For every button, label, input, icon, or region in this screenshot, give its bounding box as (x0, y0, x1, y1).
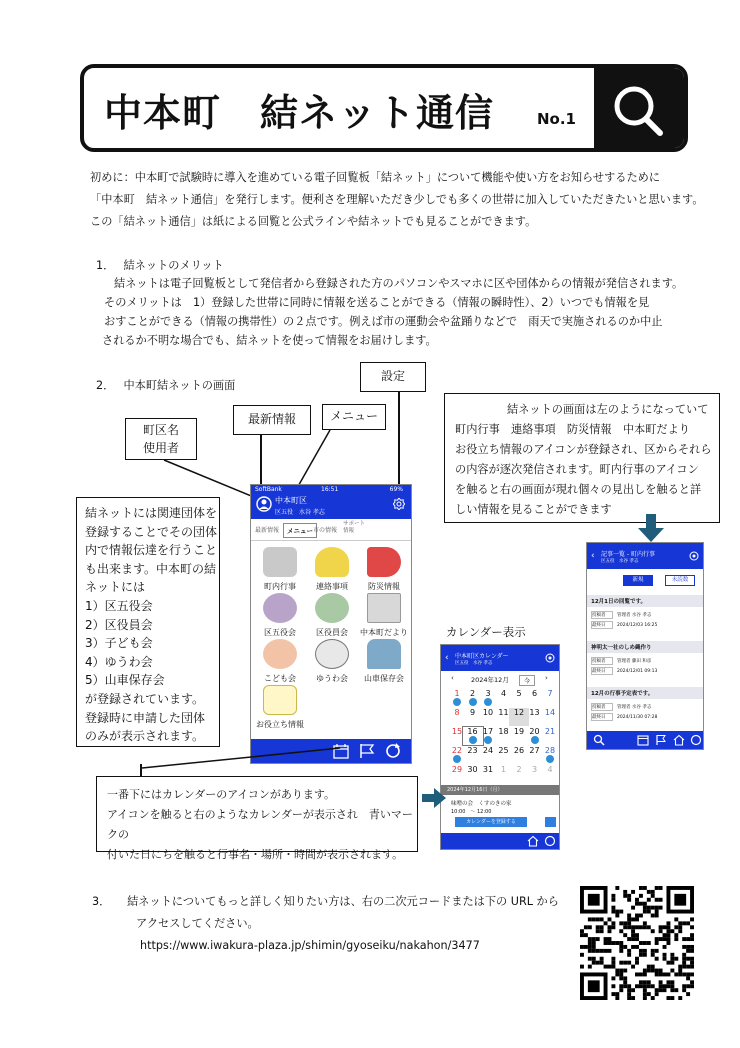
calendar-day[interactable] (540, 765, 560, 783)
calendar-day-number: 20 (529, 727, 540, 736)
calendar-explanation-line: 一番下にはカレンダーのアイコンがあります。 (107, 788, 335, 801)
unread-button[interactable]: 未読数 (665, 575, 695, 586)
calendar-day-number: 4 (500, 689, 507, 698)
calendar-day-number: 24 (482, 746, 494, 755)
calendar-day[interactable] (540, 708, 560, 726)
phone-calendar-bottom-bar (441, 833, 559, 849)
label-menu: メニュー (322, 404, 386, 430)
post-title: 神明太一社のしめ縄作り (587, 641, 704, 653)
groups-line: 4）ゆうわ会 (85, 654, 153, 669)
calendar-day-number: 3 (485, 689, 491, 698)
selected-date-bar: 2024年12月16日（月） (441, 785, 559, 795)
phone-calendar-header (441, 645, 559, 671)
calendar-explanation-box (96, 776, 418, 861)
menu-item-label: 山車保存会 (364, 674, 404, 683)
post-date: 2024/11/30 07:28 (617, 715, 658, 720)
label-settings: 設定 (360, 362, 426, 392)
status-battery: 69% (389, 486, 403, 493)
label-latest: 最新情報 (233, 405, 311, 435)
connector-latest (260, 435, 262, 491)
megaphone-icon (367, 547, 401, 577)
menu-item-label: 区役員会 (316, 628, 348, 637)
bell-icon (315, 547, 349, 577)
calendar-day-number: 3 (531, 765, 538, 774)
event-dot-icon (453, 698, 461, 706)
children-icon (263, 639, 297, 669)
groups-line: が登録されています。 (85, 691, 205, 706)
calendar-explanation-line: アイコンを触ると右のようなカレンダーが表示され 青いマークの (107, 808, 413, 841)
calendar-month: 2024年12月 (471, 676, 509, 684)
calendar-day-number: 25 (498, 746, 509, 755)
calendar-day-number: 29 (451, 765, 463, 774)
groups-line: 登録時に申請した団体 (85, 710, 206, 725)
intro-line-2: 「中本町 結ネット通信」を発行します。便利さを理解いただき少しでも多くの世帯に加入していただきたいと思います。 (90, 193, 704, 206)
calendar-day-number: 21 (544, 727, 556, 736)
label-district: 町区名 (142, 423, 179, 437)
search-icon[interactable] (593, 734, 605, 746)
user-icon (256, 496, 272, 512)
calendar-day-number: 26 (513, 746, 525, 755)
group-icon (315, 593, 349, 623)
author-label: 投稿者 (591, 703, 613, 711)
calendar-day-number: 4 (547, 765, 553, 774)
building-icon (263, 547, 297, 577)
calendar-day-number: 30 (467, 765, 478, 774)
issue-number: No.1 (537, 110, 576, 128)
groups-explanation-box (76, 497, 220, 747)
event-dot-icon (469, 698, 477, 706)
screen-explanation-box (444, 393, 720, 523)
menu-item-label: 中本町だより (360, 628, 408, 637)
calendar-day-number: 2 (469, 689, 476, 698)
explanation-line: 結ネットの画面は左のようになっていて (507, 403, 709, 416)
menu-item-newsletter[interactable] (355, 593, 412, 638)
refresh-icon[interactable] (385, 743, 401, 759)
user-name: 区五役 水谷 孝志 (275, 509, 325, 516)
calendar-day-number: 31 (482, 765, 494, 774)
calendar-day-number: 6 (531, 689, 538, 698)
groups-line: 3）子ども会 (85, 636, 153, 651)
newspaper-icon (367, 593, 401, 623)
home-icon[interactable] (673, 734, 685, 746)
event-dot-icon (484, 736, 492, 744)
qr-code[interactable] (580, 886, 694, 1000)
event-time: 10:00 ～ 12:00 (451, 809, 492, 815)
calendar-day-number: 27 (529, 746, 540, 755)
calendar-day-number: 7 (547, 689, 553, 698)
phone-main-tabs (251, 519, 411, 541)
event-dot-icon (546, 755, 554, 763)
refresh-icon[interactable] (690, 734, 702, 746)
list-view-icon[interactable] (545, 817, 556, 827)
post-title: 12月1日の回覧です。 (587, 595, 704, 607)
calendar-day-number: 19 (513, 727, 525, 736)
flag-icon[interactable] (359, 743, 375, 759)
section3-line-2: アクセスしてください。 (136, 917, 259, 930)
explanation-line: の内容が逐次発信されます。町内行事のアイコン (455, 463, 699, 476)
calendar-day[interactable] (540, 689, 560, 707)
phone-list-header (587, 543, 703, 569)
calendar-explanation-line: 付いた日にちを触ると行事名・場所・時間が表示されます。 (107, 848, 404, 861)
post-date: 2024/12/03 16:25 (617, 623, 658, 628)
back-icon[interactable]: ‹ (445, 653, 449, 663)
author: 管理者 藤田 和彦 (617, 659, 652, 664)
post-date: 2024/12/01 09:13 (617, 669, 658, 674)
flag-icon[interactable] (655, 734, 667, 746)
groups-line: のみが表示されます。 (85, 729, 205, 744)
calendar-day-number: 12 (513, 708, 525, 717)
menu-item-label: 防災情報 (368, 582, 400, 591)
page-title: 中本町 結ネット通信 (104, 91, 495, 135)
phone-calendar-screen (440, 644, 560, 850)
connector-settings (398, 392, 400, 484)
search-icon (594, 68, 684, 152)
elderly-icon (315, 639, 349, 669)
menu-item-label: 町内行事 (264, 582, 296, 591)
explanation-line: しい情報を見ることができます (455, 503, 612, 516)
list-title: 記事一覧 - 町内行事 (601, 551, 655, 558)
explanation-line: 町内行事 連絡事項 防災情報 中本町だより (455, 423, 690, 436)
menu-item-kuyakuinkai[interactable] (303, 593, 361, 638)
author: 管理者 水谷 孝志 (617, 613, 652, 618)
event-dot-icon (484, 698, 492, 706)
tab-city-info[interactable]: 市の情報 (313, 527, 338, 534)
calendar-day-number: 23 (467, 746, 478, 755)
section3-url[interactable]: https://www.iwakura-plaza.jp/shimin/gyoseiku/nakahon/3477 (140, 939, 480, 952)
home-icon[interactable] (527, 835, 539, 847)
groups-line: 内で情報伝達を行うこと (85, 543, 218, 558)
groups-line: 5）山車保存会 (85, 673, 165, 688)
post-title: 12月の行事予定表です。 (587, 687, 704, 699)
author-label: 投稿者 (591, 611, 613, 619)
explanation-line: お役立ち情報のアイコンが登録され、区からそれら (455, 443, 712, 456)
header-banner (80, 64, 688, 152)
tab-latest[interactable]: 最新情報 (255, 527, 280, 534)
calendar-day-number: 17 (482, 727, 494, 736)
groups-line: 1）区五役会 (85, 598, 153, 613)
event-dot-icon (531, 736, 539, 744)
prev-month-icon[interactable]: ‹ (451, 674, 454, 682)
calendar-day-number: 28 (544, 746, 556, 755)
tab-menu[interactable]: メニュー (283, 523, 317, 538)
calendar-day-number: 22 (451, 746, 463, 755)
menu-item-label: 連絡事項 (316, 582, 348, 591)
list-item[interactable] (587, 595, 704, 639)
calendar-day-number: 1 (454, 689, 460, 698)
refresh-icon[interactable] (544, 835, 556, 847)
groups-line: 2）区役員会 (85, 617, 153, 632)
arrow-down-icon (638, 514, 664, 542)
phone-list-bottom-bar (587, 731, 703, 749)
district-name: 中本町区 (275, 496, 307, 505)
date-label: 最終日 (591, 621, 613, 629)
gear-icon[interactable] (393, 498, 405, 510)
calendar-day-number: 10 (482, 708, 494, 717)
phone-main-header (251, 485, 411, 519)
section3-line-1: 3． 結ネットについてもっと詳しく知りたい方は、右の二次元コードまたは下の URL から (92, 895, 559, 908)
gear-icon[interactable] (545, 653, 555, 663)
calendar-day-number: 14 (544, 708, 556, 717)
float-icon (367, 639, 401, 669)
calendar-subtitle: 区五役 水谷 孝志 (455, 661, 493, 666)
register-calendar-button[interactable]: カレンダーを登録する (455, 817, 527, 827)
next-month-icon[interactable]: › (545, 674, 548, 682)
event-dot-icon (469, 736, 477, 744)
menu-item-useful-info[interactable] (251, 685, 309, 730)
calendar-title: 中本町区カレンダー (455, 653, 509, 660)
label-district-user (125, 418, 197, 460)
menu-item-label: ゆうわ会 (316, 674, 348, 683)
calendar-icon[interactable] (637, 734, 649, 746)
groups-line: 結ネットには関連団体を (85, 506, 218, 520)
status-time: 16:51 (321, 486, 339, 493)
section1-line-1: 結ネットは電子回覧板として発信者から登録された方のパソコンやスマホに区や団体からの情報が発信されます。 (114, 277, 684, 290)
menu-item-label: お役立ち情報 (256, 720, 304, 729)
label-user: 使用者 (142, 441, 179, 455)
calendar-day-number: 11 (498, 708, 509, 717)
calendar-day-number: 16 (467, 727, 478, 736)
intro-line-1: 初めに：中本町で試験時に導入を進めている電子回覧板「結ネット」について機能や使い方をお知らせするために (90, 171, 661, 184)
phone-list-screen (586, 542, 704, 750)
date-label: 最終日 (591, 667, 613, 675)
date-label: 最終日 (591, 713, 613, 721)
back-icon[interactable]: ‹ (591, 551, 595, 561)
status-carrier: SoftBank (255, 486, 282, 493)
menu-item-events[interactable] (251, 547, 309, 592)
groups-line: 登録することでその団体 (85, 524, 218, 539)
list-subtitle: 区五役 水谷 孝志 (601, 559, 639, 564)
calendar-day[interactable] (540, 746, 560, 764)
new-post-button[interactable]: 新規 (623, 575, 653, 586)
section1-heading: 1． 結ネットのメリット (96, 259, 224, 272)
calendar-day[interactable] (540, 727, 560, 745)
groups-line: ネットには (85, 580, 146, 595)
intro-line-3: この「結ネット通信」は紙による回覧と公式ラインや結ネットでも見ることができます。 (90, 215, 537, 228)
list-item[interactable] (587, 641, 704, 685)
lightbulb-icon (263, 685, 297, 715)
author: 管理者 水谷 孝志 (617, 705, 652, 710)
menu-item-disaster[interactable] (355, 547, 412, 592)
today-button[interactable]: 今 (519, 675, 535, 686)
section1-line-3: おすことができる（情報の携帯性）の２点です。例えば市の運動会や盆踊りなどで 雨天で実施されるのか中止 (104, 315, 663, 328)
section2-heading: 2． 中本町結ネットの画面 (96, 379, 236, 392)
event-name[interactable]: 味噌の会 くすのきの家 (451, 801, 512, 807)
calendar-day-number: 8 (454, 708, 460, 717)
phone-main-screen (250, 484, 412, 764)
list-item[interactable] (587, 687, 704, 731)
section1-line-2: そのメリットは 1）登録した世帯に同時に情報を送ることができる（情報の瞬時性）、2）いつでも情報を見 (104, 296, 650, 309)
connector-calendar-diagonal (140, 740, 350, 770)
section1-line-4: されるか不明な場合でも、結ネットを使って情報をお届けします。 (102, 334, 437, 347)
menu-item-dashi[interactable] (355, 639, 412, 684)
menu-item-kodomokai[interactable] (251, 639, 309, 684)
explanation-line: を触ると右の画面が現れ個々の見出しを触ると詳 (455, 483, 702, 496)
arrow-right-icon (422, 788, 446, 808)
menu-item-yuwakai[interactable] (303, 639, 361, 684)
groups-line: も出来ます。中本町の結 (85, 561, 217, 576)
gear-icon[interactable] (689, 551, 699, 561)
event-dot-icon (453, 755, 461, 763)
calendar-day-number: 9 (469, 708, 476, 717)
calendar-day-number: 18 (498, 727, 509, 736)
calendar-day-number: 13 (529, 708, 540, 717)
menu-item-kugoyakukai[interactable] (251, 593, 309, 638)
group-icon (263, 593, 297, 623)
menu-item-label: こども会 (264, 674, 296, 683)
calendar-day-number: 1 (500, 765, 507, 774)
calendar-display-label: カレンダー表示 (446, 625, 526, 639)
menu-item-notices[interactable] (303, 547, 361, 592)
calendar-day-number: 2 (516, 765, 522, 774)
search-icon-box (594, 68, 684, 148)
tab-support[interactable]: サポート情報 (343, 521, 366, 534)
calendar-day-number: 15 (451, 727, 463, 736)
calendar-day-number: 5 (516, 689, 522, 698)
menu-item-label: 区五役会 (264, 628, 296, 637)
author-label: 投稿者 (591, 657, 613, 665)
